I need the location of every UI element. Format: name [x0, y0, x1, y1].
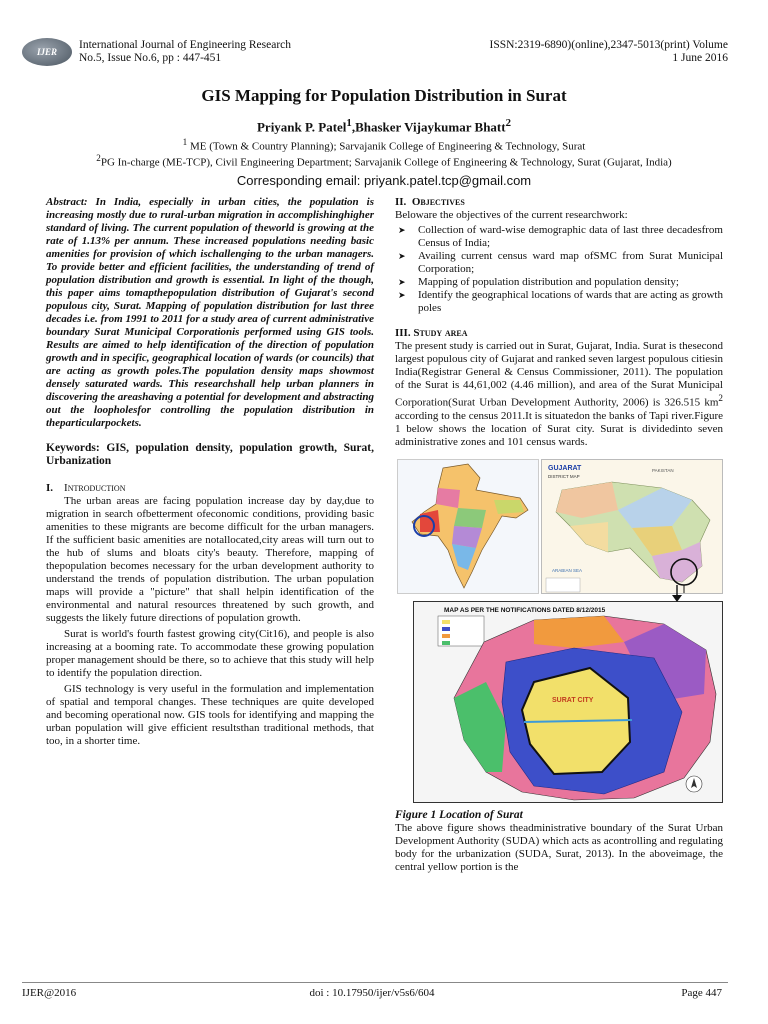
district-label: DISTRICT MAP [548, 473, 580, 479]
footer-copyright: IJER@2016 [22, 987, 77, 999]
section-introduction-heading [46, 482, 374, 495]
list-item: ➤ Mapping of population distribution and population density; [395, 276, 723, 289]
section-title: Study area [413, 327, 468, 339]
journal-issue: No.5, Issue No.6, pp : 447-451 [79, 52, 222, 64]
journal-name-block [79, 39, 291, 65]
figure-description: The above figure shows theadministrative boundary of the Surat Urban Development Authority (SUDA) which acts as acontrolling and regulating body for the urbanization (SUDA, Surat, 2013). In the aboveimage, the central yellow portion is the [395, 821, 723, 873]
footer-doi[interactable]: doi : 10.17950/ijer/v5s6/604 [309, 987, 435, 999]
intro-paragraph-2: Surat is world's fourth fastest growing city(Cit16), and people is also increasing at a booming rate. To accommodate these growing population proper management should be there, so to achieve that this study will help to identify the population direction. [46, 628, 374, 679]
pakistan-label: PAKISTAN [652, 467, 674, 473]
gujarat-map-graphic [542, 460, 723, 594]
affiliation-1-mark: 1 [182, 137, 188, 147]
section-number: I. [46, 482, 54, 494]
study-area-text-a: The present study is carried out in Surat, Gujarat, India. Surat is thesecond largest populous city of Gujarat and ranked seven largest populous citiesin India(Registrar General & Census Commissioner, 2011). The population of the Surat is 44,61,002 (4.46 million), and area of the Surat Municipal Corporation(Surat Urban Development Authority, 2006) is 326.515 km [395, 340, 723, 409]
intro-paragraph-1: The urban areas are facing population increase day by day,due to migration in search ofbetterment ofeconomic conditions, providing basic amenities to these migrants are become difficult for the urban managers. If the sufficient basic amenities are notallocated,city areas will turn out to the hub of slums and bloats city's beauty. Therefore, mapping of thepopulation becomes necessary for the urban development authority to understand the trends of population distribution. The urban population maps will provide a "picture" that shall helpin identification of the environmental and natural resources threatened by such growth, and suggests the likely future directions of population growth. [46, 495, 374, 624]
issn: ISSN:2319-6890)(online),2347-5013(print) Volume [489, 39, 728, 51]
list-item: ➤ Identify the geographical locations of wards that are acting as growth poles [395, 289, 723, 315]
author-2: ,Bhasker Vijaykumar Bhatt [351, 119, 506, 135]
keywords: Keywords: GIS, population density, population growth, Surat, Urbanization [46, 442, 374, 467]
publication-date: 1 June 2016 [672, 52, 728, 64]
list-item: ➤ Availing current census ward map ofSMC from Surat Municipal Corporation; [395, 250, 723, 276]
author-1-affil: 1 [346, 117, 352, 129]
gujarat-label: GUJARAT [548, 464, 582, 472]
suda-map-title: MAP AS PER THE NOTIFICATIONS DATED 8/12/2015 [444, 606, 606, 614]
arrow-down-icon [671, 585, 683, 603]
section-number: II. [395, 196, 407, 208]
page-number: Page 447 [681, 987, 722, 999]
surat-city-label: SURAT CITY [552, 696, 594, 704]
paper-authors [0, 117, 768, 135]
footer-divider [22, 982, 728, 983]
right-column [395, 196, 723, 874]
section-objectives-heading [395, 196, 723, 209]
affiliation-1 [0, 137, 768, 153]
figure-caption: Figure 1 Location of Surat [395, 808, 523, 821]
study-area-paragraph [395, 340, 723, 449]
affiliation-1-text: ME (Town & Country Planning); Sarvajanik College of Engineering & Technology, Surat [187, 140, 586, 153]
arabian-sea-label: ARABIAN SEA [552, 567, 583, 573]
author-2-affil: 2 [505, 117, 512, 129]
journal-header [22, 36, 728, 70]
gujarat-district-map [541, 459, 723, 594]
affiliation-2-text: PG In-charge (ME-TCP), Civil Engineering Department; Sarvajanik College of Engineering & Technology, Surat (Gujarat, India) [100, 156, 672, 169]
corresponding-email[interactable]: Corresponding email: priyank.patel.tcp@gmail.com [236, 173, 532, 188]
journal-logo: IJER [22, 38, 72, 66]
section-number: III. [395, 327, 411, 339]
study-area-text-b: according to the census 2011.It is situatedon the banks of Tapi river.Figure 1 below shows the location of Surat city. Surat is dividedinto seven administrative zones and 101 census wards. [395, 409, 723, 448]
objectives-intro: Beloware the objectives of the current researchwork: [395, 209, 628, 221]
section-study-area-heading [395, 327, 723, 340]
issn-block [489, 39, 728, 65]
objectives-list [395, 224, 723, 315]
list-item: ➤ Collection of ward-wise demographic data of last three decadesfrom Census of India; [395, 224, 723, 250]
author-1: Priyank P. Patel [256, 119, 347, 135]
study-area-sup: 2 [718, 393, 723, 403]
abstract: Abstract: In India, especially in urban cities, the population is increasing mostly due to rural-urban migration in accomplishinghigher standard of living. The current population of theworld is growing at the rate of 1.13% per annum. These increased populations needing basic amenities for provision of which ischallenging to the urban managers. To provide better and efficient facilities, the understanding of trend of population distribution and growth is essential. In light of the though, this paper aims tomapthepopulation distribution of Gujarat's second populous city, Surat. Mapping of population distribution for last three decades i.e. from 1991 to 2011 for a study area of current administrative boundary Surat Municipal Corporationis performed using GIS tools. Results are aimed to help identification of the direction of population growth and in specific, geographical location of wards (or councils) that are acting as growth poles.The population density maps showmost densely saturated wards. This researchshall help urban planners in discovering the areashaving a potential for development and abstracting out the loopholesfor controlling the population distribution in theparticularpockets. [46, 196, 374, 429]
section-title: Objectives [411, 196, 465, 208]
section-title: Introduction [64, 482, 126, 494]
india-map [397, 459, 539, 594]
intro-paragraph-3: GIS technology is very useful in the formulation and implementation of spatial and temporal changes. These techniques are quite developed and becoming operational now. GIS tools for identifying and mapping the urban population will give efficient resultsthan traditional methods, that too, in a shorter time. [46, 683, 374, 747]
india-map-graphic [398, 460, 539, 594]
suda-map-graphic [414, 602, 723, 803]
affiliation-2 [0, 153, 768, 169]
journal-name: International Journal of Engineering Research [79, 39, 292, 51]
suda-boundary-map [413, 601, 723, 803]
paper-title: GIS Mapping for Population Distribution in Surat [201, 86, 567, 105]
left-column [46, 196, 374, 748]
affiliation-2-mark: 2 [96, 153, 101, 163]
figure-1 [395, 459, 723, 809]
